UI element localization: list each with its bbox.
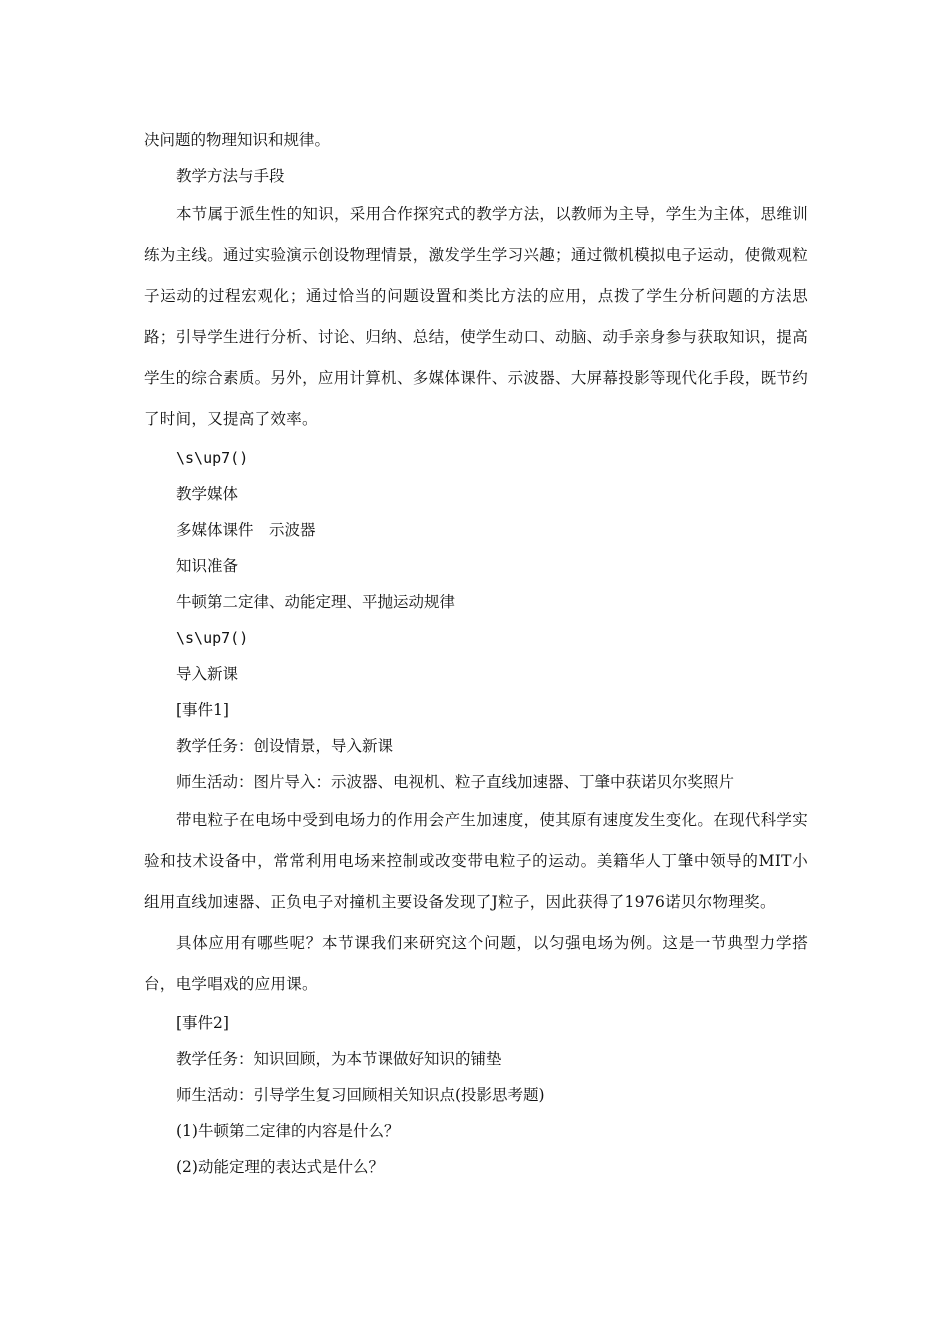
event-1-paragraph-2: 具体应用有哪些呢？本节课我们来研究这个问题，以匀强电场为例。这是一节典型力学搭台，电学唱戏的应用课。 (144, 934, 808, 993)
heading-knowledge-preparation: 知识准备 (176, 557, 239, 575)
document-body (144, 122, 808, 1185)
event-1-paragraph-1: 带电粒子在电场中受到电场力的作用会产生加速度，使其原有速度发生变化。在现代科学实验和技术设备中，常常利用电场来控制或改变带电粒子的运动。美籍华人丁肇中领导的MIT小组用直线加速器、正负电子对撞机主要设备发现了J粒子，因此获得了1976诺贝尔物理奖。 (144, 811, 809, 911)
event-2-activity: 师生活动：引导学生复习回顾相关知识点(投影思考题) (176, 1086, 545, 1104)
event-1-label: [事件1] (176, 701, 229, 719)
paragraph-teaching-methods: 本节属于派生性的知识，采用合作探究式的教学方法，以教师为主导，学生为主体，思维训练为主线。通过实验演示创设物理情景，激发学生学习兴趣；通过微机模拟电子运动，使微观粒子运动的过程宏观化；通过恰当的问题设置和类比方法的应用，点拨了学生分析问题的方法思路；引导学生进行分析、讨论、归纳、总结，使学生动口、动脑、动手亲身参与获取知识，提高学生的综合素质。另外，应用计算机、多媒体课件、示波器、大屏幕投影等现代化手段，既节约了时间，又提高了效率。 (144, 205, 809, 428)
heading-teaching-media: 教学媒体 (176, 485, 239, 503)
event-1-task: 教学任务：创设情景，导入新课 (176, 737, 394, 755)
event-2-task: 教学任务：知识回顾，为本节课做好知识的铺垫 (176, 1050, 502, 1068)
event-2-question-1: (1)牛顿第二定律的内容是什么？ (176, 1122, 400, 1140)
text-continuation-line: 决问题的物理知识和规律。 (144, 131, 331, 149)
event-2-question-2: (2)动能定理的表达式是什么？ (176, 1158, 384, 1176)
knowledge-preparation-items: 牛顿第二定律、动能定理、平抛运动规律 (176, 593, 456, 611)
event-1-activity: 师生活动：图片导入：示波器、电视机、粒子直线加速器、丁肇中获诺贝尔奖照片 (176, 773, 735, 791)
event-2-label: [事件2] (176, 1014, 229, 1032)
teaching-media-items: 多媒体课件 示波器 (176, 521, 316, 539)
field-code-line-2: \s\up7() (176, 629, 249, 647)
heading-teaching-methods: 教学方法与手段 (176, 167, 285, 185)
heading-introduce-lesson: 导入新课 (176, 665, 239, 683)
field-code-line-1: \s\up7() (176, 449, 249, 467)
